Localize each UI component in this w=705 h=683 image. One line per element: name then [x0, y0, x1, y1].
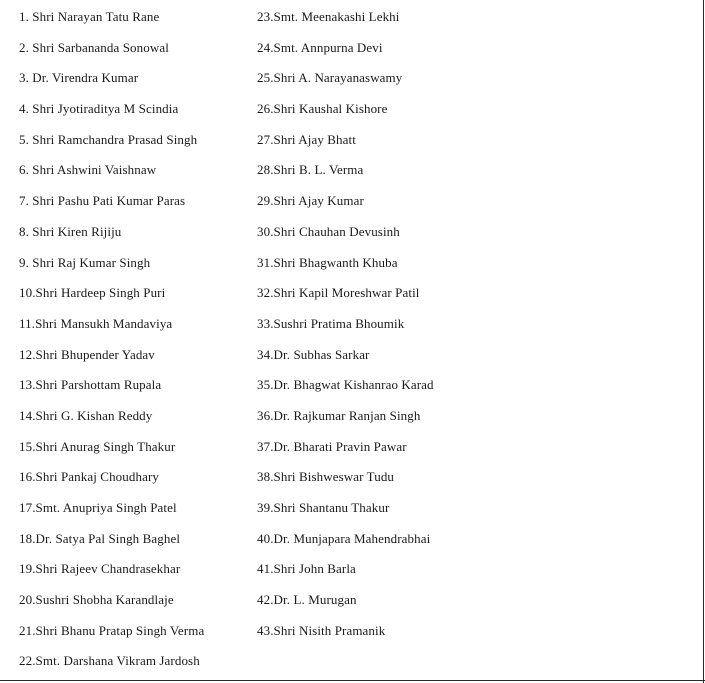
list-item: 42.Dr. L. Murugan: [257, 592, 357, 608]
list-item: 37.Dr. Bharati Pravin Pawar: [257, 438, 407, 454]
list-item: 11.Shri Mansukh Mandaviya: [19, 315, 173, 331]
list-item: 24.Smt. Annpurna Devi: [257, 39, 383, 55]
list-item: 18.Dr. Satya Pal Singh Baghel: [19, 530, 181, 546]
list-item: 36.Dr. Rajkumar Ranjan Singh: [257, 407, 421, 423]
list-item: 21.Shri Bhanu Pratap Singh Verma: [19, 622, 205, 638]
list-item: 15.Shri Anurag Singh Thakur: [19, 438, 176, 454]
list-item: 13.Shri Parshottam Rupala: [19, 377, 162, 393]
list-item: 43.Shri Nisith Pramanik: [257, 622, 386, 638]
list-item: 29.Shri Ajay Kumar: [257, 193, 364, 209]
name-list-right-column: [257, 4, 434, 648]
list-item: 26.Shri Kaushal Kishore: [257, 101, 388, 117]
list-item: 4. Shri Jyotiraditya M Scindia: [19, 101, 179, 117]
list-item: 35.Dr. Bhagwat Kishanrao Karad: [257, 377, 434, 393]
name-list-left-column: [19, 4, 204, 679]
list-item: 3. Dr. Virendra Kumar: [19, 70, 139, 86]
list-item: 12.Shri Bhupender Yadav: [19, 346, 155, 362]
list-item: 23.Smt. Meenakashi Lekhi: [257, 9, 400, 24]
list-item: 20.Sushri Shobha Karandlaje: [19, 592, 174, 608]
list-item: 17.Smt. Anupriya Singh Patel: [19, 500, 177, 515]
list-item: 2. Shri Sarbananda Sonowal: [19, 39, 169, 55]
list-item: 9. Shri Raj Kumar Singh: [19, 254, 151, 270]
list-item: 39.Shri Shantanu Thakur: [257, 500, 390, 515]
list-item: 30.Shri Chauhan Devusinh: [257, 223, 400, 239]
list-item: 7. Shri Pashu Pati Kumar Paras: [19, 193, 186, 209]
list-item: 19.Shri Rajeev Chandrasekhar: [19, 561, 181, 577]
list-item: 34.Dr. Subhas Sarkar: [257, 346, 370, 362]
list-item: 5. Shri Ramchandra Prasad Singh: [19, 131, 198, 147]
list-item: 40.Dr. Munjapara Mahendrabhai: [257, 530, 431, 546]
list-item: 1. Shri Narayan Tatu Rane: [19, 9, 160, 24]
list-item: 14.Shri G. Kishan Reddy: [19, 407, 153, 423]
list-item: 28.Shri B. L. Verma: [257, 162, 364, 178]
list-item: 10.Shri Hardeep Singh Puri: [19, 285, 166, 301]
list-item: 27.Shri Ajay Bhatt: [257, 131, 356, 147]
list-item: 41.Shri John Barla: [257, 561, 356, 577]
list-item: 25.Shri A. Narayanaswamy: [257, 70, 403, 86]
page-border-bottom: [0, 680, 705, 681]
list-item: 22.Smt. Darshana Vikram Jardosh: [19, 653, 200, 669]
page-border-right: [703, 0, 704, 683]
list-item: 31.Shri Bhagwanth Khuba: [257, 254, 398, 270]
list-item: 16.Shri Pankaj Choudhary: [19, 469, 159, 485]
list-item: 8. Shri Kiren Rijiju: [19, 223, 122, 239]
list-item: 38.Shri Bishweswar Tudu: [257, 469, 395, 485]
list-item: 6. Shri Ashwini Vaishnaw: [19, 162, 157, 178]
list-item: 33.Sushri Pratima Bhoumik: [257, 315, 405, 331]
list-item: 32.Shri Kapil Moreshwar Patil: [257, 285, 420, 301]
